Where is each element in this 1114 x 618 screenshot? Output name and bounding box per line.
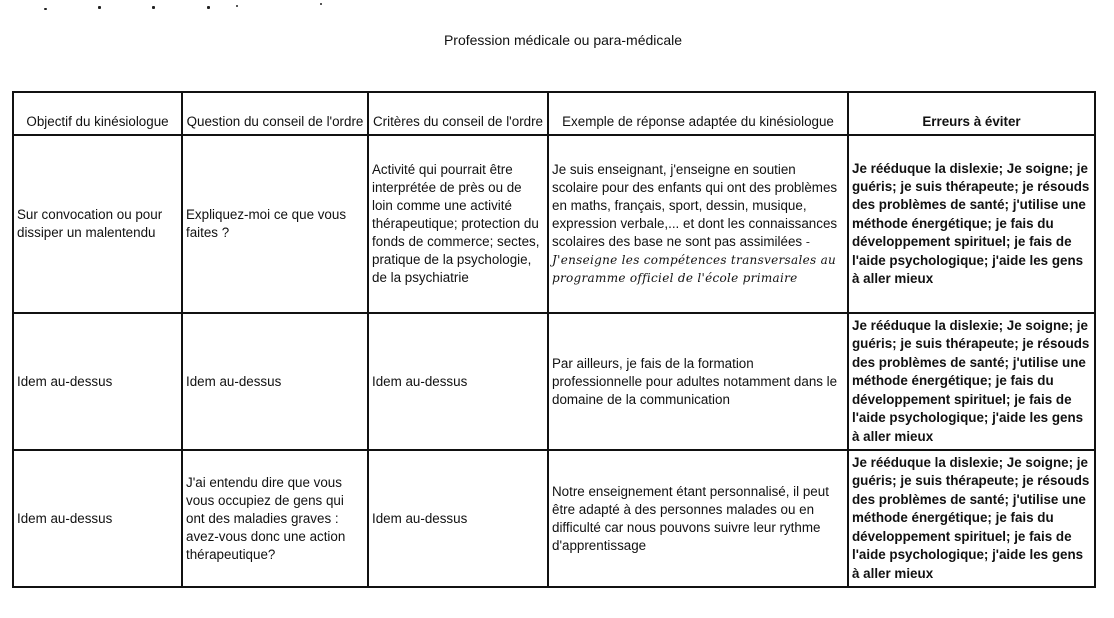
cell-objectif: Sur convocation ou pour dissiper un malentendu bbox=[13, 135, 182, 313]
scan-speck bbox=[320, 3, 322, 5]
page-title: Profession médicale ou para-médicale bbox=[443, 32, 683, 48]
table-header-row bbox=[13, 92, 1095, 135]
scan-speck bbox=[152, 6, 155, 9]
cell-exemple bbox=[548, 135, 848, 313]
cell-erreurs: Je rééduque la dislexie; Je soigne; je guéris; je suis thérapeute; je résouds des problèmes de santé; j'utilise une méthode énergétique; je fais du développement spirituel; je fais de l'aide psychologique; j'aide les gens à aller mieux bbox=[848, 313, 1095, 450]
cell-objectif: Idem au-dessus bbox=[13, 313, 182, 450]
scan-speck bbox=[44, 8, 47, 10]
header-objectif: Objectif du kinésiologue bbox=[13, 92, 182, 135]
scan-speck bbox=[236, 5, 238, 7]
cell-objectif: Idem au-dessus bbox=[13, 450, 182, 587]
handwritten-annotation: - J'enseigne les compétences transversales au programme officiel de l'école primaire bbox=[552, 235, 837, 285]
cell-exemple: Notre enseignement étant personnalisé, il peut être adapté à des personnes malades ou en difficulté car nous pouvons suivre leur rythme d'apprentissage bbox=[548, 450, 848, 587]
cell-question: Expliquez-moi ce que vous faites ? bbox=[182, 135, 368, 313]
scan-speck bbox=[207, 6, 210, 9]
cell-question: Idem au-dessus bbox=[182, 313, 368, 450]
table-row bbox=[13, 450, 1095, 587]
cell-criteres: Activité qui pourrait être interprétée de près ou de loin comme une activité thérapeutique; protection du fonds de commerce; sectes, pratique de la psychologie, de la psychiatrie bbox=[368, 135, 548, 313]
header-question: Question du conseil de l'ordre bbox=[182, 92, 368, 135]
cell-criteres: Idem au-dessus bbox=[368, 450, 548, 587]
cell-exemple: Par ailleurs, je fais de la formation professionnelle pour adultes notamment dans le domaine de la communication bbox=[548, 313, 848, 450]
cell-criteres: Idem au-dessus bbox=[368, 313, 548, 450]
header-erreurs: Erreurs à éviter bbox=[848, 92, 1095, 135]
comparison-table bbox=[12, 91, 1096, 588]
cell-question: J'ai entendu dire que vous vous occupiez de gens qui ont des maladies graves : avez-vous donc une action thérapeutique? bbox=[182, 450, 368, 587]
exemple-text: Je suis enseignant, j'enseigne en soutien scolaire pour des enfants qui ont des problèmes en maths, français, sport, dessin, musique, expression verbale,... et dont les connaissances scolaires des base ne sont pas assimilées bbox=[552, 162, 838, 249]
table-row bbox=[13, 135, 1095, 313]
table-row bbox=[13, 313, 1095, 450]
header-exemple: Exemple de réponse adaptée du kinésiologue bbox=[548, 92, 848, 135]
cell-erreurs: Je rééduque la dislexie; Je soigne; je guéris; je suis thérapeute; je résouds des problèmes de santé; j'utilise une méthode énergétique; je fais du développement spirituel; je fais de l'aide psychologique; j'aide les gens à aller mieux bbox=[848, 450, 1095, 587]
scan-speck bbox=[98, 6, 101, 9]
cell-erreurs: Je rééduque la dislexie; Je soigne; je guéris; je suis thérapeute; je résouds des problèmes de santé; j'utilise une méthode énergétique; je fais du développement spirituel; je fais de l'aide psychologique; j'aide les gens à aller mieux bbox=[848, 135, 1095, 313]
header-criteres: Critères du conseil de l'ordre bbox=[368, 92, 548, 135]
